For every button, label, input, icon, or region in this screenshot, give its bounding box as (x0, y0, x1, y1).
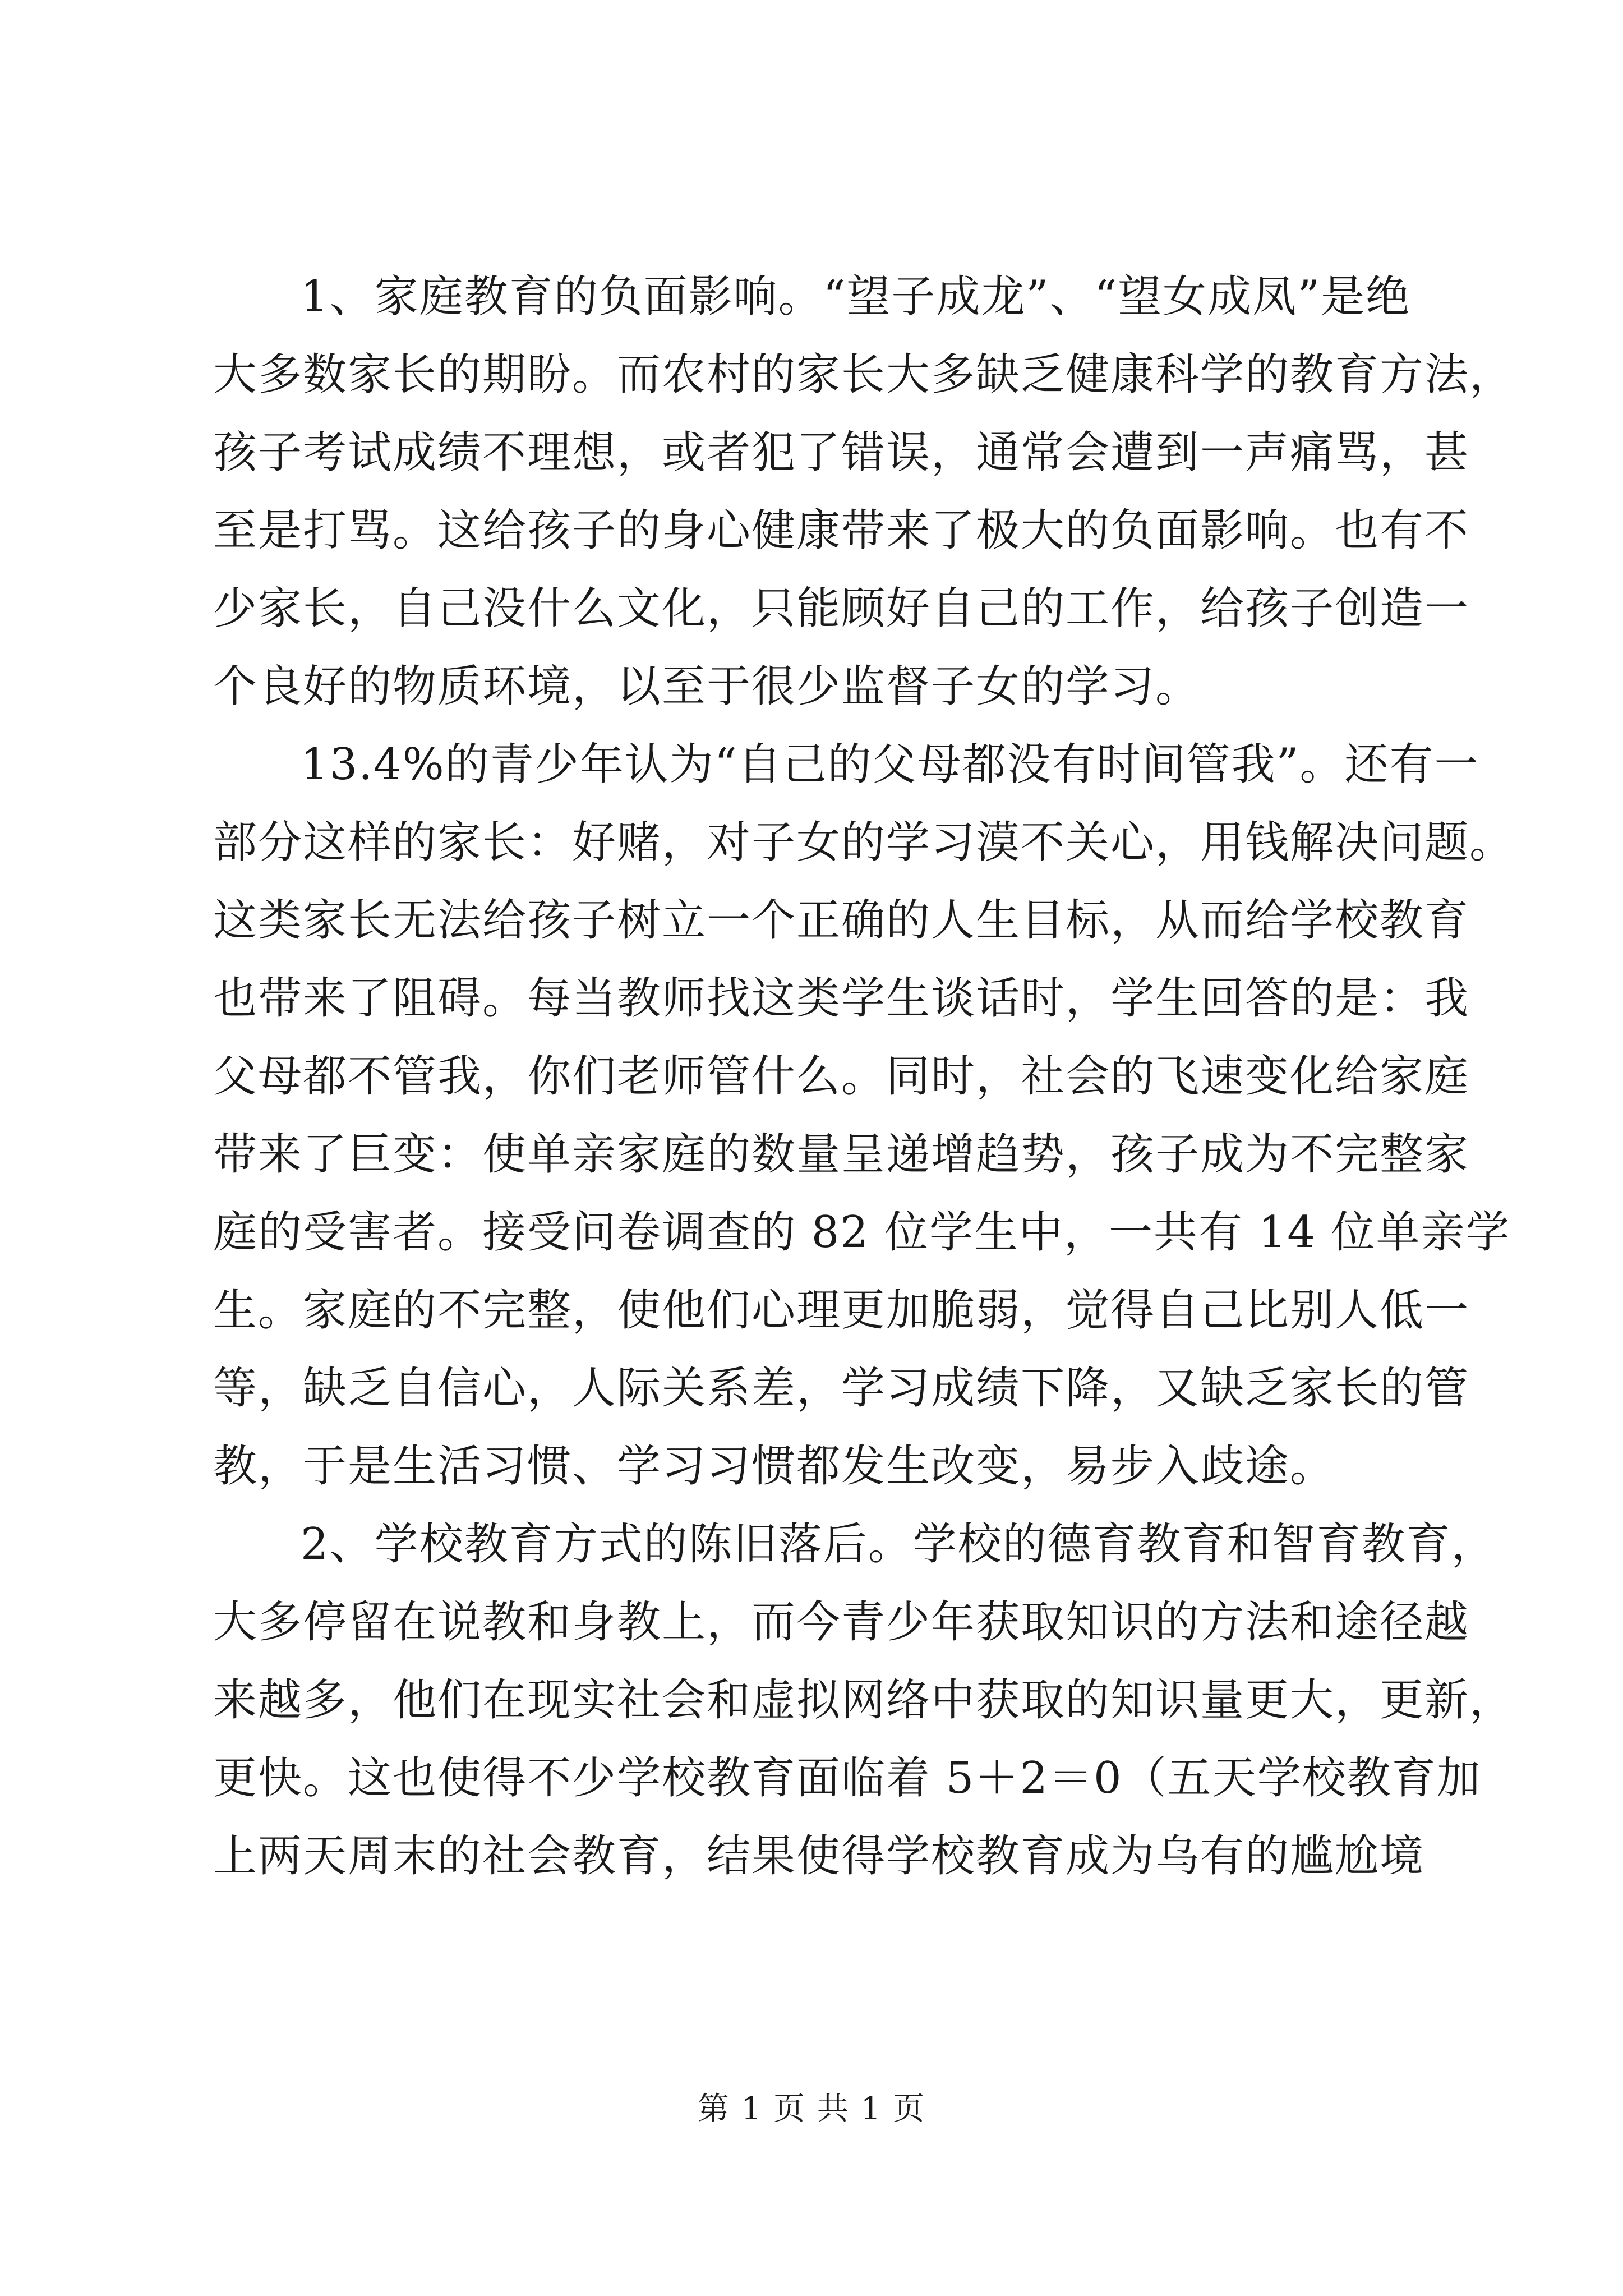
paragraph-single-parent (213, 726, 1515, 1506)
text-line: 教，于是生活习惯、学习习惯都发生改变，易步入歧途。 (213, 1441, 1335, 1492)
text-line: 父母都不管我，你们老师管什么。同时，社会的飞速变化给家庭 (213, 1051, 1470, 1102)
text-line: 2、学校教育方式的陈旧落后。学校的德育教育和智育教育， (301, 1519, 1496, 1570)
text-line: 更快。这也使得不少学校教育面临着 5＋2＝0（五天学校教育加 (213, 1753, 1482, 1803)
text-line: 等，缺乏自信心，人际关系差，学习成绩下降，又缺乏家长的管 (213, 1363, 1470, 1414)
paragraph-family-education (213, 258, 1515, 726)
text-line: 1、家庭教育的负面影响。“望子成龙”、“望女成凤”是绝 (301, 272, 1411, 322)
text-line: 至是打骂。这给孩子的身心健康带来了极大的负面影响。也有不 (213, 505, 1470, 556)
text-line: 生。家庭的不完整，使他们心理更加脆弱，觉得自己比别人低一 (213, 1285, 1470, 1336)
text-line: 13.4%的青少年认为“自己的父母都没有时间管我”。还有一 (301, 739, 1479, 790)
text-line: 来越多，他们在现实社会和虚拟网络中获取的知识量更大，更新， (213, 1675, 1515, 1726)
text-line: 个良好的物质环境，以至于很少监督子女的学习。 (213, 661, 1201, 712)
text-line: 大多停留在说教和身教上，而今青少年获取知识的方法和途径越 (213, 1597, 1470, 1648)
text-line: 上两天周末的社会教育，结果使得学校教育成为乌有的尴尬境 (213, 1831, 1425, 1881)
text-line: 这类家长无法给孩子树立一个正确的人生目标，从而给学校教育 (213, 895, 1470, 946)
document-body (213, 258, 1515, 1895)
text-line: 孩子考试成绩不理想，或者犯了错误，通常会遭到一声痛骂，甚 (213, 427, 1470, 478)
text-line: 带来了巨变：使单亲家庭的数量呈递增趋势，孩子成为不完整家 (213, 1129, 1470, 1180)
text-line: 庭的受害者。接受问卷调查的 82 位学生中，一共有 14 位单亲学 (213, 1207, 1511, 1258)
paragraph-school-education (213, 1506, 1515, 1895)
text-line: 也带来了阻碍。每当教师找这类学生谈话时，学生回答的是：我 (213, 973, 1470, 1024)
text-line: 少家长，自己没什么文化，只能顾好自己的工作，给孩子创造一 (213, 583, 1470, 634)
text-line: 大多数家长的期盼。而农村的家长大多缺乏健康科学的教育方法， (213, 349, 1515, 400)
page-number-footer: 第 1 页 共 1 页 (697, 2091, 926, 2127)
text-line: 部分这样的家长：好赌，对子女的学习漠不关心，用钱解决问题。 (213, 817, 1515, 868)
